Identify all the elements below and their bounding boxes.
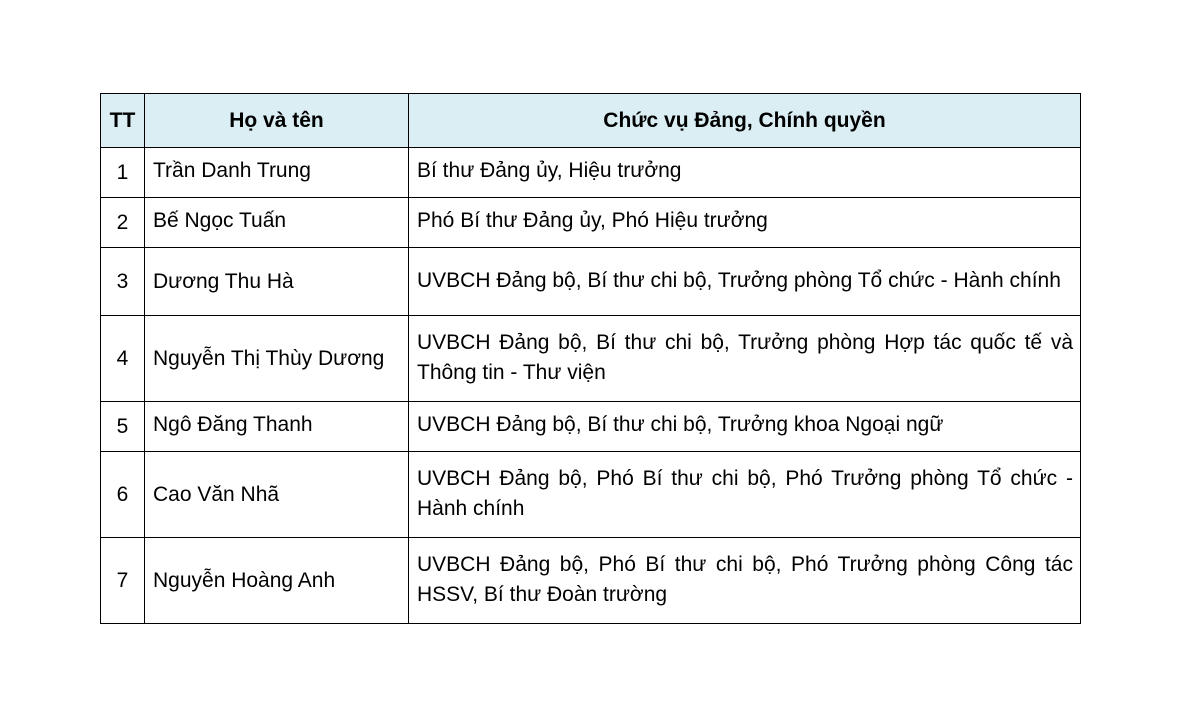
row-number: 5 xyxy=(101,402,145,452)
person-role: UVBCH Đảng bộ, Phó Bí thư chi bộ, Phó Trưởng phòng Công tác HSSV, Bí thư Đoàn trường xyxy=(409,538,1081,624)
table-row xyxy=(101,452,1081,538)
table-row xyxy=(101,402,1081,452)
person-name: Dương Thu Hà xyxy=(145,248,409,316)
personnel-table xyxy=(100,93,1081,624)
row-number: 7 xyxy=(101,538,145,624)
row-number: 6 xyxy=(101,452,145,538)
row-number: 3 xyxy=(101,248,145,316)
table-header-row xyxy=(101,94,1081,148)
person-role: Bí thư Đảng ủy, Hiệu trưởng xyxy=(409,148,1081,198)
person-name: Trần Danh Trung xyxy=(145,148,409,198)
person-name: Nguyễn Hoàng Anh xyxy=(145,538,409,624)
header-name: Họ và tên xyxy=(145,94,409,148)
person-role: UVBCH Đảng bộ, Bí thư chi bộ, Trưởng khoa Ngoại ngữ xyxy=(409,402,1081,452)
person-role: UVBCH Đảng bộ, Phó Bí thư chi bộ, Phó Trưởng phòng Tổ chức - Hành chính xyxy=(409,452,1081,538)
person-name: Nguyễn Thị Thùy Dương xyxy=(145,316,409,402)
table-row xyxy=(101,198,1081,248)
table-row xyxy=(101,248,1081,316)
row-number: 1 xyxy=(101,148,145,198)
person-name: Ngô Đăng Thanh xyxy=(145,402,409,452)
person-role: UVBCH Đảng bộ, Bí thư chi bộ, Trưởng phòng Tổ chức - Hành chính xyxy=(409,248,1081,316)
row-number: 4 xyxy=(101,316,145,402)
person-name: Cao Văn Nhã xyxy=(145,452,409,538)
header-tt: TT xyxy=(101,94,145,148)
table-row xyxy=(101,316,1081,402)
table-row xyxy=(101,148,1081,198)
header-role: Chức vụ Đảng, Chính quyền xyxy=(409,94,1081,148)
person-role: UVBCH Đảng bộ, Bí thư chi bộ, Trưởng phòng Hợp tác quốc tế và Thông tin - Thư viện xyxy=(409,316,1081,402)
row-number: 2 xyxy=(101,198,145,248)
person-role: Phó Bí thư Đảng ủy, Phó Hiệu trưởng xyxy=(409,198,1081,248)
person-name: Bế Ngọc Tuấn xyxy=(145,198,409,248)
table-row xyxy=(101,538,1081,624)
